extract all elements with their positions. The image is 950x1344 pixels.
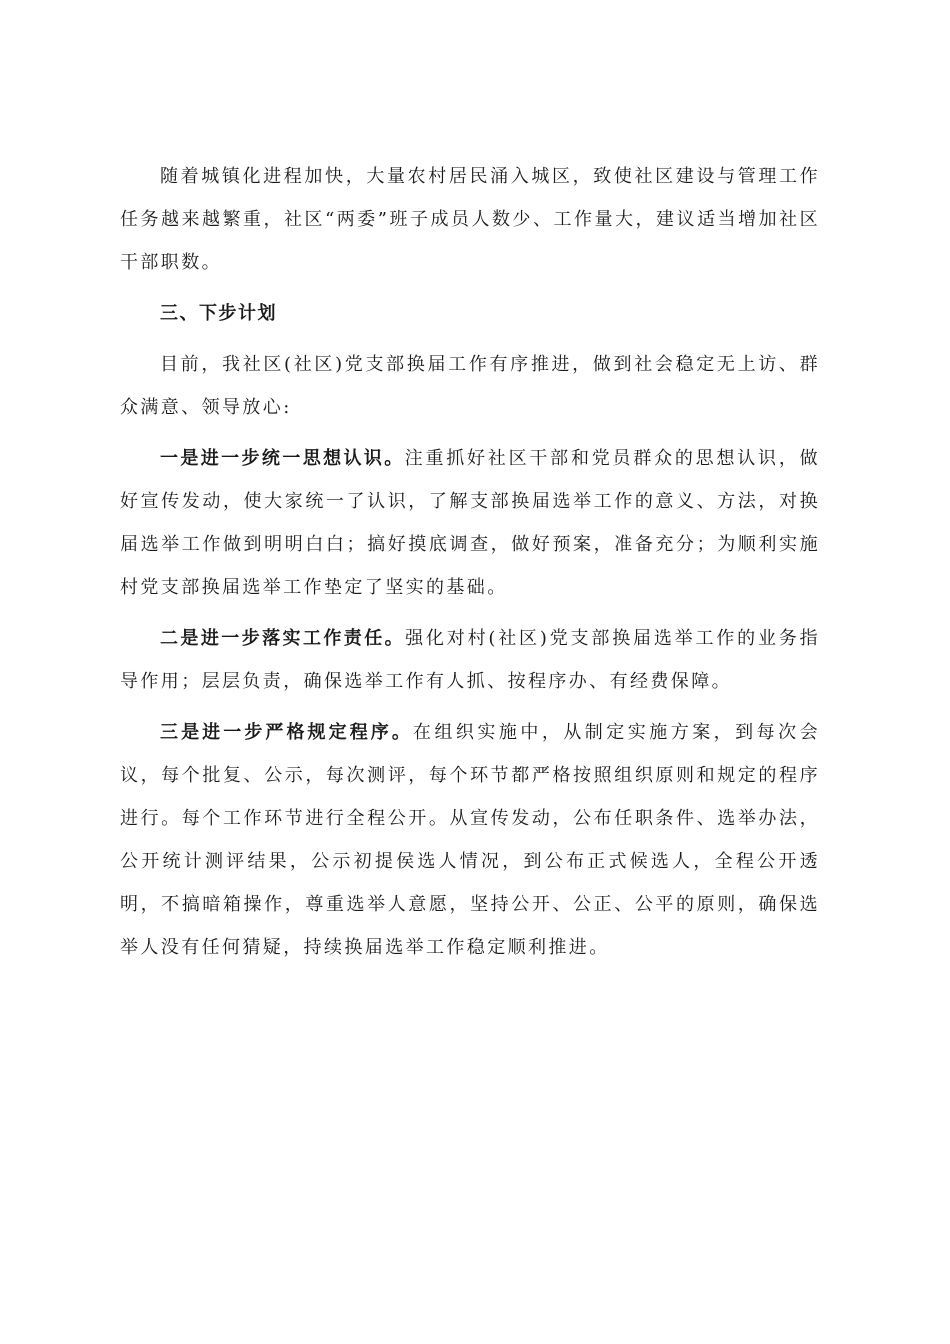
plan-item-1-body: 注重抓好社区干部和党员群众的思想认识，做好宣传发动，使大家统一了认识，了解支部换届选举工作的意义、方法，对换届选举工作做到明明白白；搞好摸底调查，做好预案，准备充分；为顺利实施村党支部换届选举工作垫定了坚实的基础。 [120,448,821,598]
paragraph-urbanization: 随着城镇化进程加快，大量农村居民涌入城区，致使社区建设与管理工作任务越来越繁重，社区“两委”班子成员人数少、工作量大，建议适当增加社区干部职数。 [120,166,820,273]
document-page [120,155,820,977]
plan-item-2 [120,617,820,703]
paragraph-current-status: 目前，我社区(社区)党支部换届工作有序推进，做到社会稳定无上访、群众满意、领导放心: [120,354,820,418]
plan-item-3-body: 在组织实施中，从制定实施方案，到每次会议，每个批复、公示，每次测评，每个环节都严格按照组织原则和规定的程序进行。每个工作环节进行全程公开。从宣传发动，公布任职条件、选举办法，公开统计测评结果，公示初提侯选人情况，到公布正式候选人，全程公开透明，不搞暗箱操作，尊重选举人意愿，坚持公开、公正、公平的原则，确保选举人没有任何猜疑，持续换届选举工作稳定顺利推进。 [120,722,821,958]
section-heading: 三、下步计划 [160,303,277,324]
plan-item-1-lead: 一是进一步统一思想认识。 [160,448,405,469]
plan-item-2-body: 强化对村(社区)党支部换届选举工作的业务指导作用；层层负责，确保选举工作有人抓、按程序办、有经费保障。 [120,628,821,692]
plan-item-3-lead: 三是进一步严格规定程序。 [160,722,413,743]
plan-item-2-lead: 二是进一步落实工作责任。 [160,628,406,649]
plan-item-3 [120,711,820,969]
plan-item-1 [120,437,820,609]
